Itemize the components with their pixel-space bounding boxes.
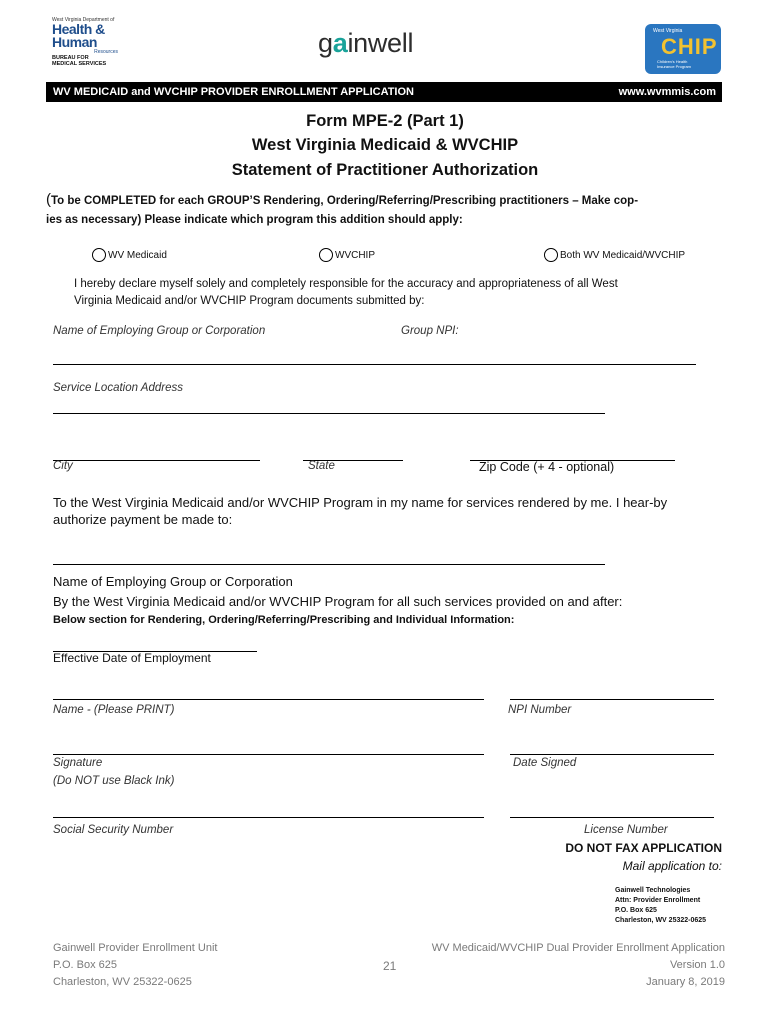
individual-section-heading: Below section for Rendering, Ordering/Referring/Prescribing and Individual Information: xyxy=(53,614,515,626)
mailing-address-line1: Gainwell Technologies xyxy=(615,887,691,894)
radio-label: WV Medicaid xyxy=(108,249,167,261)
header-bar-url[interactable]: www.wvmmis.com xyxy=(618,86,716,98)
radio-wvchip[interactable] xyxy=(319,248,375,262)
license-label: License Number xyxy=(584,824,668,836)
payment-employing-field[interactable] xyxy=(53,564,605,565)
footer-right-line1: WV Medicaid/WVCHIP Dual Provider Enrollment Application xyxy=(431,942,725,954)
chip-logo-sub: Children's Health Insurance Program xyxy=(657,59,692,69)
signature-note: (Do NOT use Black Ink) xyxy=(53,775,175,787)
footer-right-line3: January 8, 2019 xyxy=(646,976,725,988)
hhr-logo-line2: Health & xyxy=(52,21,105,37)
npi-label: NPI Number xyxy=(508,704,572,716)
declaration-line1: I hereby declare myself solely and completely responsible for the accuracy and appropriateness of all West xyxy=(74,278,618,290)
mailing-address-line3: P.O. Box 625 xyxy=(615,907,657,914)
gainwell-logo-suffix: inwell xyxy=(347,28,414,58)
effective-date-label: Effective Date of Employment xyxy=(53,651,211,665)
mailing-address xyxy=(615,886,706,926)
mailing-address-line4: Charleston, WV 25322-0625 xyxy=(615,917,707,924)
payment-statement xyxy=(53,494,733,528)
mail-to-label: Mail application to: xyxy=(622,859,722,873)
state-label: State xyxy=(308,460,335,472)
footer-left-line3: Charleston, WV 25322-0625 xyxy=(53,976,192,988)
radio-circle-icon[interactable] xyxy=(319,248,333,262)
form-statement-title: Statement of Practitioner Authorization xyxy=(231,161,539,179)
payment-line1: To the West Virginia Medicaid and/or WVCHIP Program in my name for services rendered by me. I hear-by xyxy=(53,495,668,510)
header-bar xyxy=(46,82,722,102)
provided-on-after: By the West Virginia Medicaid and/or WVCHIP Program for all such services provided on and after: xyxy=(53,594,623,609)
instructions xyxy=(46,190,726,230)
radio-label: WVCHIP xyxy=(335,249,375,261)
instructions-paren: ( xyxy=(46,191,51,208)
name-field[interactable] xyxy=(53,699,484,700)
payment-employing-label: Name of Employing Group or Corporation xyxy=(53,574,293,589)
radio-circle-icon[interactable] xyxy=(544,248,558,262)
gainwell-logo-prefix: g xyxy=(318,28,333,58)
name-label: Name - (Please PRINT) xyxy=(53,704,175,716)
hhr-logo-line1: West Virginia Department of xyxy=(52,17,115,23)
instructions-line1: To be COMPLETED for each GROUP’S Rendering, Ordering/Referring/Prescribing practitioners – Make cop- xyxy=(51,195,639,207)
chip-logo-small: West Virginia xyxy=(653,28,683,34)
service-location-field[interactable] xyxy=(53,413,605,414)
gainwell-logo-accent: a xyxy=(332,28,348,58)
declaration xyxy=(74,276,694,310)
group-npi-label: Group NPI: xyxy=(401,325,459,337)
hhr-logo xyxy=(52,18,128,76)
signature-label: Signature xyxy=(53,757,103,769)
footer-left xyxy=(53,940,217,991)
wvchip-logo xyxy=(645,24,721,74)
form-program-title: West Virginia Medicaid & WVCHIP xyxy=(251,136,519,154)
city-field[interactable] xyxy=(53,460,260,461)
npi-field[interactable] xyxy=(510,699,714,700)
footer-left-line2: P.O. Box 625 xyxy=(53,959,118,971)
declaration-line2: Virginia Medicaid and/or WVCHIP Program documents submitted by: xyxy=(74,295,425,307)
zip-label: Zip Code (+ 4 - optional) xyxy=(479,460,615,474)
hhr-logo-line6: MEDICAL SERVICES xyxy=(52,61,107,67)
date-signed-field[interactable] xyxy=(510,754,714,755)
date-signed-label: Date Signed xyxy=(513,757,577,769)
hhr-logo-line3: Human xyxy=(52,34,97,50)
radio-label: Both WV Medicaid/WVCHIP xyxy=(560,249,686,261)
employing-group-label: Name of Employing Group or Corporation xyxy=(53,325,266,337)
service-location-label: Service Location Address xyxy=(53,382,183,394)
footer-left-line1: Gainwell Provider Enrollment Unit xyxy=(53,942,218,954)
footer-right-line2: Version 1.0 xyxy=(669,959,725,971)
signature-field[interactable] xyxy=(53,754,484,755)
radio-circle-icon[interactable] xyxy=(92,248,106,262)
mailing-address-line2: Attn: Provider Enrollment xyxy=(615,897,701,904)
ssn-field[interactable] xyxy=(53,817,484,818)
header-bar-title: WV MEDICAID and WVCHIP PROVIDER ENROLLMENT APPLICATION xyxy=(53,86,414,98)
form-number-title: Form MPE-2 (Part 1) xyxy=(306,112,464,130)
payment-line2: authorize payment be made to: xyxy=(53,512,233,527)
gainwell-logo xyxy=(318,28,413,59)
footer-right xyxy=(432,940,725,991)
license-field[interactable] xyxy=(510,817,714,818)
chip-logo-big: CHIP xyxy=(661,34,718,59)
hhr-logo-line4: Resources xyxy=(94,49,118,55)
radio-both[interactable] xyxy=(544,248,685,262)
city-label: City xyxy=(53,460,73,472)
hhr-logo-line5: BUREAU FOR xyxy=(52,55,89,61)
ssn-label: Social Security Number xyxy=(53,824,174,836)
employing-group-field[interactable] xyxy=(53,364,696,365)
radio-wv-medicaid[interactable] xyxy=(92,248,167,262)
page-number: 21 xyxy=(383,959,397,973)
no-fax-notice: DO NOT FAX APPLICATION xyxy=(565,841,722,855)
instructions-line2: ies as necessary) Please indicate which program this addition should apply: xyxy=(46,214,463,226)
